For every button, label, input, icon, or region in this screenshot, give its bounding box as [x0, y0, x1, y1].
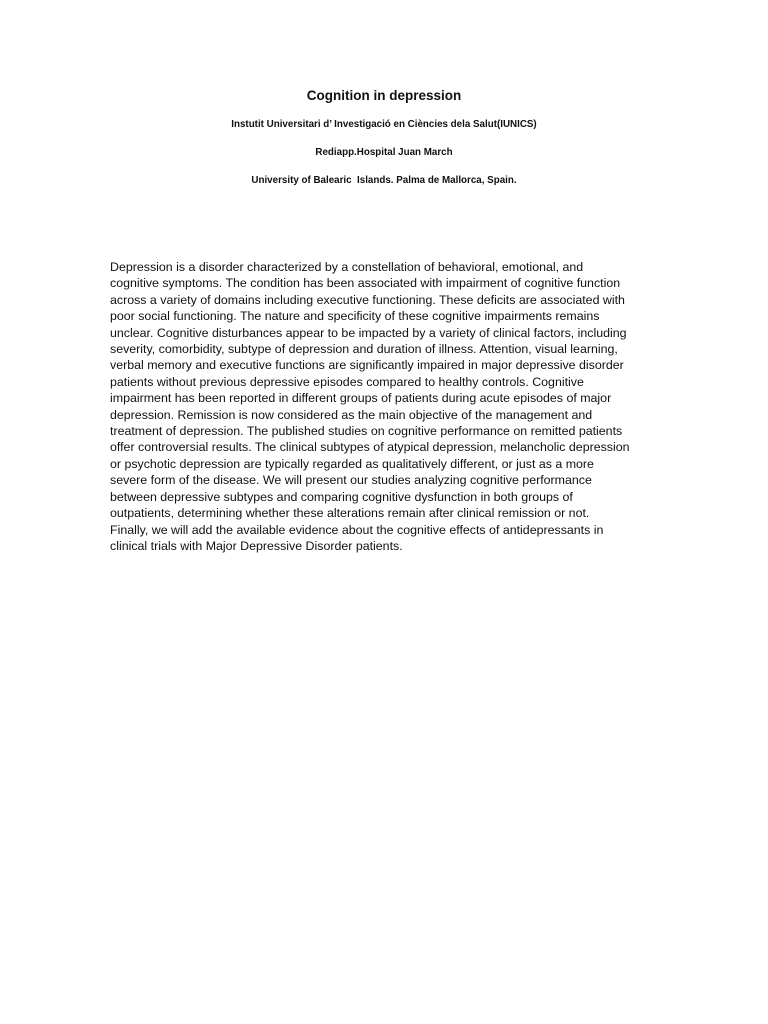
abstract-line: cognitive symptoms. The condition has been associated with impairment of cognitive function: [110, 276, 621, 291]
abstract-line: poor social functioning. The nature and specificity of these cognitive impairments remains: [110, 309, 600, 324]
abstract-line: or psychotic depression are typically regarded as qualitatively different, or just as a more: [110, 456, 594, 471]
affiliation-institute: Instutit Universitari d’ Investigació en Ciències dela Salut(IUNICS): [231, 119, 537, 130]
abstract-line: Depression is a disorder characterized by a constellation of behavioral, emotional, and: [110, 260, 584, 274]
abstract-line: verbal memory and executive functions are significantly impaired in major depressive disorder: [110, 358, 624, 373]
abstract-line: patients without previous depressive episodes compared to healthy controls. Cognitive: [110, 374, 584, 389]
abstract-line: severity, comorbidity, subtype of depression and duration of illness. Attention, visual learning,: [110, 342, 618, 357]
document-title: Cognition in depression: [306, 88, 462, 103]
abstract-line: impairment has been reported in different groups of patients during acute episodes of major: [110, 391, 612, 406]
abstract-line: clinical trials with Major Depressive Disorder patients.: [110, 538, 403, 553]
abstract-paragraph: [110, 259, 660, 554]
affiliation-hospital: Rediapp.Hospital Juan March: [315, 147, 453, 158]
abstract-line: Finally, we will add the available evidence about the cognitive effects of antidepressants in: [110, 522, 604, 537]
abstract-line: across a variety of domains including executive functioning. These deficits are associated with: [110, 292, 625, 307]
affiliation-university: University of Balearic Islands. Palma de Mallorca, Spain.: [251, 175, 517, 186]
abstract-line: severe form of the disease. We will present our studies analyzing cognitive performance: [110, 473, 592, 488]
abstract-line: between depressive subtypes and comparing cognitive dysfunction in both groups of: [110, 489, 573, 504]
abstract-line: outpatients, determining whether these alterations remain after clinical remission or not.: [110, 506, 590, 521]
abstract-line: treatment of depression. The published studies on cognitive performance on remitted patients: [110, 424, 623, 439]
abstract-line: depression. Remission is now considered as the main objective of the management and: [110, 407, 593, 422]
abstract-line: unclear. Cognitive disturbances appear to be impacted by a variety of clinical factors, including: [110, 325, 627, 340]
abstract-line: offer controversial results. The clinical subtypes of atypical depression, melancholic depression: [110, 440, 630, 455]
